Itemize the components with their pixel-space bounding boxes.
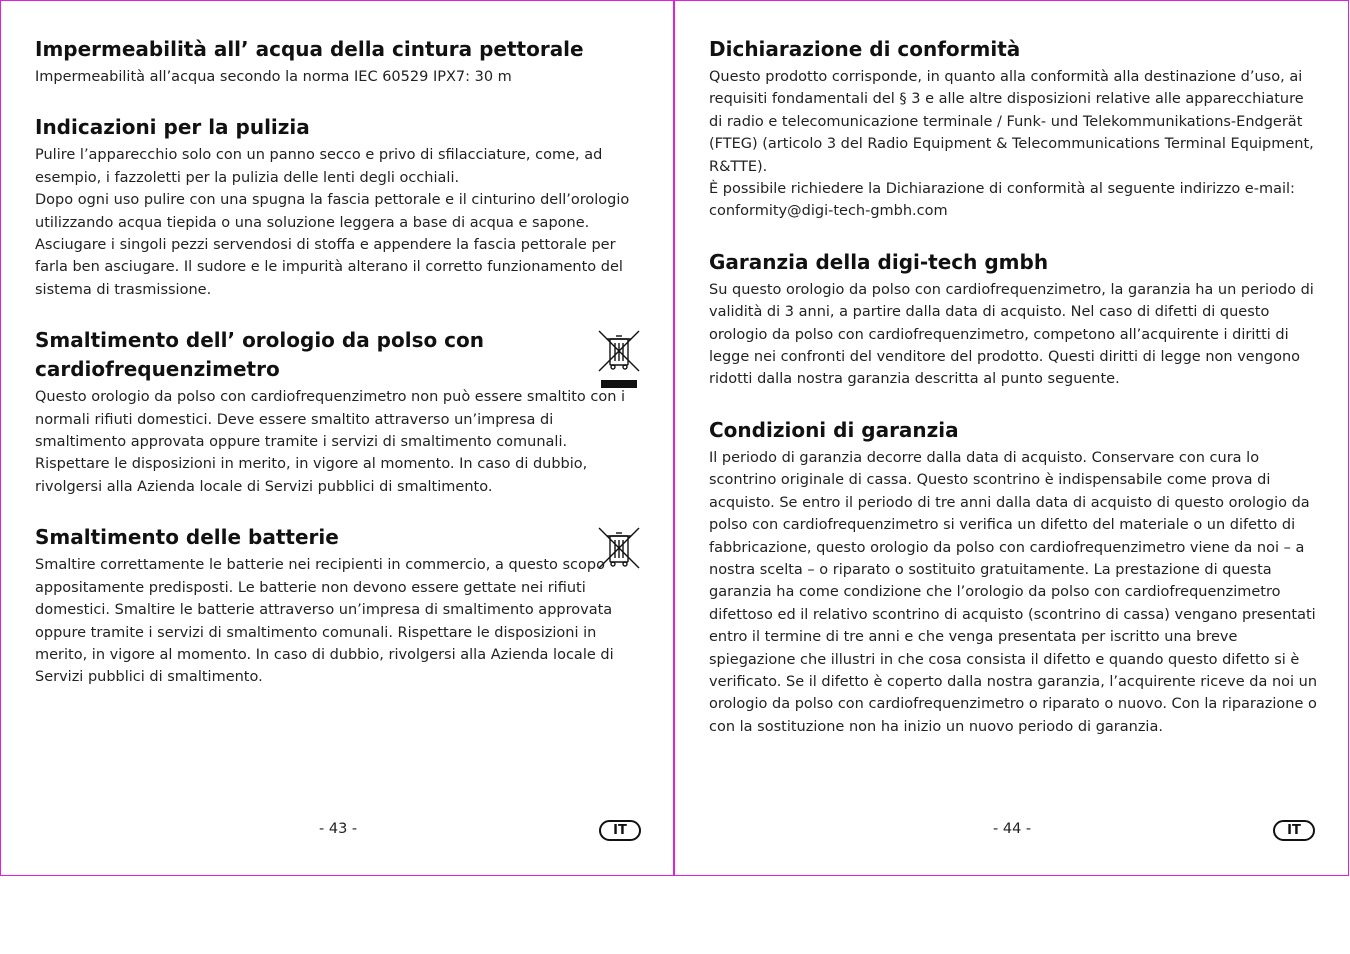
- language-badge: IT: [599, 820, 641, 841]
- page-number: - 44 -: [993, 821, 1032, 837]
- section-title: Condizioni di garanzia: [709, 417, 959, 442]
- section-title: Smaltimento delle batterie: [35, 525, 339, 550]
- section-body: Impermeabilità all’acqua secondo la norma IEC 60529 IPX7: 30 m: [35, 69, 512, 85]
- page-43: [0, 0, 674, 876]
- section-body: Questo orologio da polso con cardiofrequenzimetro non può essere smaltito con i normali rifiuti domestici. Deve essere smaltito attraverso un’impresa di smaltimento approvata oppure tramite i servizi di smaltimento comunali. Rispettare le disposizioni in merito, in vigore al momento. In caso di dubbio, rivolgersi alla Azienda locale di Servizi pubblici di smaltimento.: [35, 389, 626, 495]
- section-title: Smaltimento dell’ orologio da polso con cardiofrequenzimetro: [35, 328, 485, 382]
- section-title: Dichiarazione di conformità: [709, 37, 1021, 61]
- section-body: Questo prodotto corrisponde, in quanto alla conformità alla destinazione d’uso, ai requisiti fondamentali del § 3 e alle altre disposizioni relative alle apparecchiature di radio e telecomunicazione terminale / Funk- und Telekommunikations-Endgerät (FTEG) (articolo 3 del Radio Equipment & Telecommunications Terminal Equipment, R&TTE). È possibile richiedere la Dichiarazione di conformità al seguente indirizzo e-mail: conformity@digi-tech-gmbh.com: [709, 69, 1314, 220]
- crossed-out-wheelie-bin-icon: [597, 329, 641, 389]
- language-badge: IT: [1273, 820, 1315, 841]
- section-title: Indicazioni per la pulizia: [35, 115, 310, 140]
- page-number: - 43 -: [319, 821, 358, 837]
- page-content: [709, 35, 1319, 738]
- section-cleaning: [35, 113, 635, 301]
- section-body: Su questo orologio da polso con cardiofrequenzimetro, la garanzia ha un periodo di validità di 3 anni, a partire dalla data di acquisto. Nel caso di difetti di questo orologio da polso con cardiofrequenzimetro, competono all’acquirente i diritti di legge nei confronti del venditore del prodotto. Questi diritti di legge non vengono ridotti dalla nostra garanzia descritta al punto seguente.: [709, 281, 1314, 388]
- section-declaration-of-conformity: [709, 35, 1319, 223]
- section-body: Il periodo di garanzia decorre dalla data di acquisto. Conservare con cura lo scontrino originale di cassa. Questo scontrino è indispensabile come prova di acquisto. Se entro il periodo di tre anni dalla data di acquisto di questo orologio da polso con cardiofrequenzimetro si verifica un difetto del materiale o un difetto di fabbricazione, questo orologio da polso con cardiofrequenzimetro viene da noi – a nostra scelta – o riparato o sostituito gratuitamente. La prestazione di questa garanzia ha come condizione che l’orologio da polso con cardiofrequenzimetro difettoso ed il relativo scontrino di acquisto (scontrino di cassa) vengano presentati entro il termine di tre anni e che venga presentata per iscritto una breve spiegazione che illustri in che cosa consista il difetto e quando questo difetto si è verificato. Se il difetto è coperto dalla nostra garanzia, l’acquirente riceve da noi un orologio da polso con cardiofrequenzimetro o riparato o nuovo. Con la riparazione o con la sostituzione non ha inizio un nuovo periodo di garanzia.: [709, 449, 1318, 735]
- crossed-out-wheelie-bin-icon: [597, 526, 641, 572]
- page-content: [35, 35, 635, 689]
- section-body: Pulire l’apparecchio solo con un panno secco e privo di sfilacciature, come, ad esempio, i fazzoletti per la pulizia delle lenti degli occhiali. Dopo ogni uso pulire con una spugna la fascia pettorale e il cinturino dell’orologio utilizzando acqua tiepida o una soluzione leggera a base di acqua e sapone. Asciugare i singoli pezzi servendosi di stoffa e appendere la fascia pettorale per farla ben asciugare. Il sudore e le impurità alterano il corretto funzionamento del sistema di trasmissione.: [35, 147, 630, 298]
- section-body: Smaltire correttamente le batterie nei recipienti in commercio, a questo scopo appositamente predisposti. Le batterie non devono essere gettate nei rifiuti domestici. Smaltire le batterie attraverso un’impresa di smaltimento approvata oppure tramite i servizi di smaltimento comunali. Rispettare le disposizioni in merito, in vigore al momento. In caso di dubbio, rivolgersi alla Azienda locale di Servizi pubblici di smaltimento.: [35, 557, 614, 686]
- section-warranty-conditions: [709, 416, 1319, 738]
- section-waterproofing: [35, 35, 635, 88]
- section-title: Garanzia della digi-tech gmbh: [709, 249, 1049, 274]
- section-title: Impermeabilità all’ acqua della cintura pettorale: [35, 37, 584, 61]
- section-battery-disposal: [35, 523, 635, 688]
- section-watch-disposal: [35, 326, 635, 498]
- page-44: [674, 0, 1349, 876]
- section-warranty: [709, 248, 1319, 391]
